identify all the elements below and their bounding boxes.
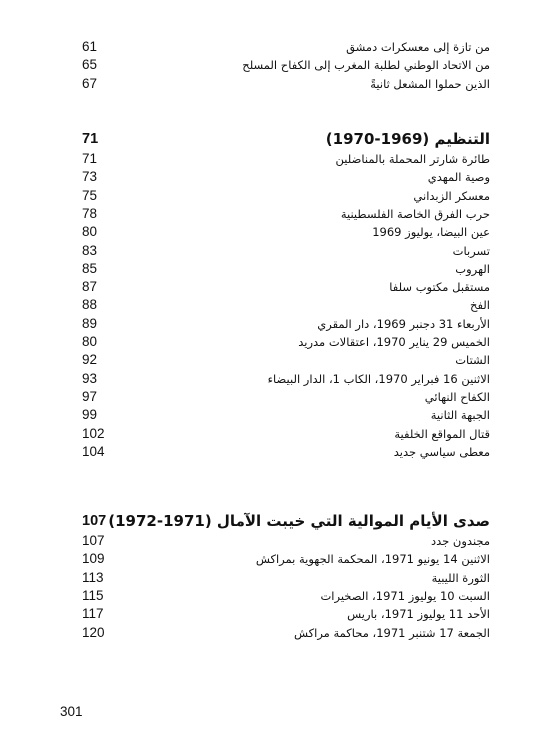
entry-title: وصية المهدي (427, 170, 490, 185)
toc-entry (0, 205, 560, 223)
entry-page-number: 83 (82, 242, 98, 258)
entry-title: معسكر الزبداني (413, 188, 490, 203)
toc-entry (0, 168, 560, 186)
toc-chapter-heading (0, 510, 560, 532)
entry-title: السبت 10 يوليوز 1971، الصخيرات (320, 588, 490, 603)
entry-page-number: 113 (82, 569, 104, 585)
toc-entry (0, 605, 560, 623)
entry-page-number: 80 (82, 224, 98, 240)
entry-title: حرب الفرق الخاصة الفلسطينية (340, 206, 490, 221)
toc-entry (0, 38, 560, 56)
toc-entry (0, 443, 560, 461)
toc-entry (0, 569, 560, 587)
toc-entry (0, 296, 560, 314)
entry-title: الكفاح النهائي (424, 389, 490, 404)
entry-page-number: 85 (82, 260, 98, 276)
entry-page-number: 61 (82, 39, 98, 54)
entry-title: قتال المواقع الخلفية (394, 426, 490, 441)
entry-page-number: 117 (82, 606, 104, 622)
toc-entry (0, 56, 560, 74)
toc-entry (0, 550, 560, 568)
chapter-title: صدى الأيام الموالية التي خيبت الآمال (1971-1972) (108, 512, 490, 530)
entry-title: الاثنين 14 يونيو 1971، المحكمة الجهوية بمراكش (255, 552, 490, 567)
entry-title: الهروب (455, 261, 490, 276)
entry-title: الثورة الليبية (431, 570, 490, 585)
entry-title: مستقبل مكتوب سلفا (389, 280, 490, 295)
entry-page-number: 102 (82, 425, 105, 441)
chapter-page-number: 107 (82, 513, 107, 529)
entry-title: الفخ (470, 298, 490, 313)
entry-title: تسربات (452, 243, 490, 258)
entry-page-number: 71 (82, 151, 98, 166)
entry-page-number: 67 (82, 75, 98, 91)
toc-entry (0, 315, 560, 333)
entry-page-number: 104 (82, 443, 105, 459)
entry-title: الجمعة 17 شتنبر 1971، محاكمة مراكش (293, 625, 490, 640)
toc-entry (0, 260, 560, 278)
toc-entry (0, 425, 560, 443)
entry-title: من الاتحاد الوطني لطلبة المغرب إلى الكفاح المسلح (242, 58, 490, 73)
toc-entry (0, 351, 560, 369)
entry-page-number: 80 (82, 334, 98, 349)
entry-title: معطى سياسي جديد (393, 444, 490, 459)
entry-title: طائرة شارتر المحملة بالمناضلين (335, 152, 490, 166)
entry-page-number: 75 (82, 187, 98, 203)
chapter-page-number: 71 (82, 131, 99, 147)
toc-chapter-heading (0, 128, 560, 150)
entry-page-number: 89 (82, 315, 98, 331)
toc-entry (0, 624, 560, 642)
toc-entry (0, 587, 560, 605)
entry-page-number: 87 (82, 279, 98, 295)
entry-page-number: 120 (82, 624, 105, 640)
entry-title: الاثنين 16 فبراير 1970، الكاب 1، الدار البيضاء (267, 371, 490, 386)
entry-page-number: 99 (82, 407, 98, 423)
entry-page-number: 92 (82, 352, 98, 368)
entry-page-number: 65 (82, 57, 98, 73)
entry-page-number: 97 (82, 388, 98, 404)
entry-title: الخميس 29 يناير 1970، اعتقالات مدريد (298, 335, 490, 349)
toc-entry (0, 370, 560, 388)
entry-title: الشتات (455, 353, 490, 368)
entry-page-number: 73 (82, 169, 98, 185)
toc-entry (0, 150, 560, 168)
entry-page-number: 78 (82, 205, 98, 221)
entry-title: مجندون جدد (430, 534, 490, 548)
entry-page-number: 93 (82, 370, 98, 386)
entry-title: الذين حملوا المشعل ثانيةً (370, 76, 490, 91)
chapter-title: التنظيم (1969-1970) (325, 130, 490, 148)
entry-page-number: 109 (82, 551, 105, 567)
toc-entry (0, 388, 560, 406)
entry-page-number: 88 (82, 297, 98, 313)
entry-title: الأحد 11 يوليوز 1971، باريس (347, 607, 490, 622)
entry-title: الجبهة الثانية (430, 408, 490, 423)
toc-entry (0, 278, 560, 296)
entry-title: من تازة إلى معسكرات دمشق (346, 40, 490, 54)
toc-entry (0, 333, 560, 351)
toc-entry (0, 187, 560, 205)
entry-title: الأربعاء 31 دجنبر 1969، دار المقري (317, 316, 490, 331)
toc-entry (0, 75, 560, 93)
entry-page-number: 115 (82, 587, 104, 603)
toc-entry (0, 242, 560, 260)
toc-entry (0, 532, 560, 550)
toc-entry (0, 406, 560, 424)
page-number: 301 (60, 704, 83, 719)
entry-page-number: 107 (82, 533, 105, 548)
toc-entry (0, 223, 560, 241)
entry-title: عين البيضا، يوليوز 1969 (372, 225, 490, 240)
